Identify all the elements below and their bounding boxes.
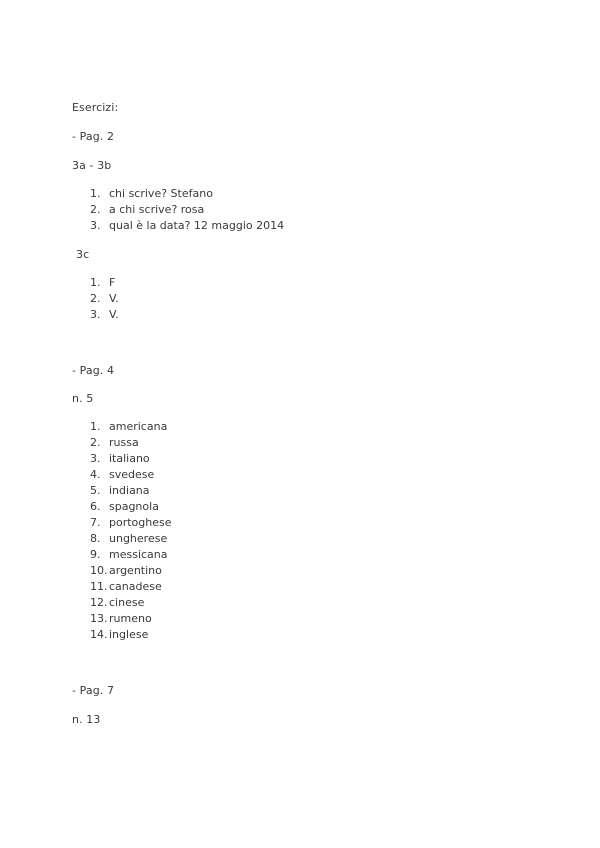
list-item-number: 3. [90, 219, 101, 232]
list-item-number: 13. [90, 612, 108, 625]
list-item-text: V. [109, 308, 119, 321]
list-item-number: 9. [90, 548, 101, 561]
list-item-text: canadese [109, 580, 162, 593]
list-item-text: italiano [109, 452, 150, 465]
list-item-text: inglese [109, 628, 149, 641]
list-item-number: 2. [90, 203, 101, 216]
subheading-3a-3b: 3a - 3b [72, 159, 112, 172]
list-item-number: 6. [90, 500, 101, 513]
list-item-text: cinese [109, 596, 145, 609]
list-item-number: 14. [90, 628, 108, 641]
list-item-number: 1. [90, 276, 101, 289]
list-item-number: 2. [90, 436, 101, 449]
list-item-number: 1. [90, 187, 101, 200]
list-item-text: spagnola [109, 500, 159, 513]
list-item-number: 1. [90, 420, 101, 433]
list-item-text: a chi scrive? rosa [109, 203, 205, 216]
list-item-text: americana [109, 420, 168, 433]
list-item-number: 4. [90, 468, 101, 481]
list-item-number: 7. [90, 516, 101, 529]
list-item-text: argentino [109, 564, 162, 577]
subheading-n-5: n. 5 [72, 392, 94, 405]
list-item-text: svedese [109, 468, 155, 481]
section-heading-pag-2: - Pag. 2 [72, 130, 115, 143]
list-item-number: 11. [90, 580, 108, 593]
subheading-3c: 3c [76, 248, 90, 261]
section-heading-pag-7: - Pag. 7 [72, 684, 115, 697]
list-item-number: 10. [90, 564, 108, 577]
list-item-number: 2. [90, 292, 101, 305]
list-item-number: 8. [90, 532, 101, 545]
list-item-text: indiana [109, 484, 150, 497]
list-item-number: 5. [90, 484, 101, 497]
list-item-number: 3. [90, 452, 101, 465]
list-item-text: ungherese [109, 532, 168, 545]
document-title: Esercizi: [72, 101, 119, 114]
list-item-text: qual è la data? 12 maggio 2014 [109, 219, 285, 232]
list-item-text: messicana [109, 548, 168, 561]
list-item-text: rumeno [109, 612, 152, 625]
list-item-number: 3. [90, 308, 101, 321]
section-heading-pag-4: - Pag. 4 [72, 364, 115, 377]
list-item-text: V. [109, 292, 119, 305]
list-item-number: 12. [90, 596, 108, 609]
subheading-n-13: n. 13 [72, 713, 101, 726]
list-item-text: F [109, 276, 116, 289]
list-item-text: portoghese [109, 516, 172, 529]
list-item-text: chi scrive? Stefano [109, 187, 213, 200]
list-item-text: russa [109, 436, 139, 449]
